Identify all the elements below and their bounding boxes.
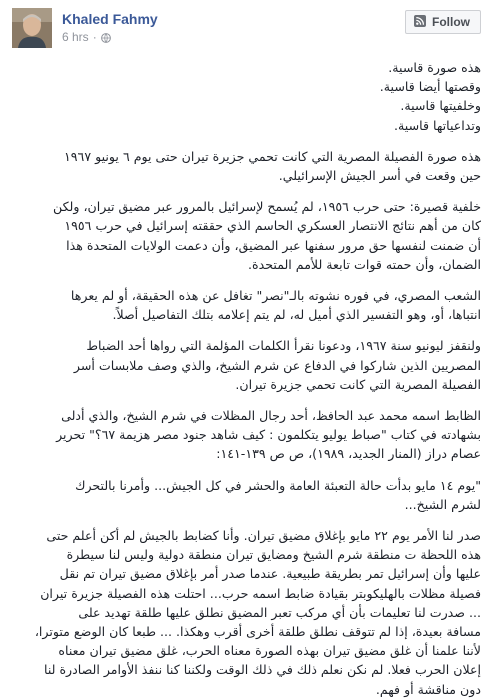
meta-separator: · [92, 30, 97, 44]
text-line: الشعب المصري، في فوره نشوته بالـ"نصر" تغافل عن هذه الحقيقة، أو لم يعرها [70, 288, 481, 304]
post-body [12, 58, 481, 699]
text-line: عصام دراز (المنار الجديد، ١٩٨٩)، ص ص ١٣٩-١٤١: [216, 446, 481, 462]
text-line: الظابط اسمه محمد عبد الحافظ، أحد رجال المظلات في شرم الشيخ، والذي أدلى [61, 408, 481, 424]
follow-button[interactable] [405, 10, 481, 34]
text-line: وخلفيتها قاسية. [400, 98, 481, 114]
author-name[interactable]: Khaled Fahmy [62, 11, 158, 27]
text-line: المصريين الذين شاركوا في الدفاع عن شرم الشيخ، والذي وصف ملابسات أسر [73, 357, 481, 373]
text-line: مسافة بعيدة، إذا لم تتوقف نطلق طلقة أخرى أقرب وهكذا. ... طبعا كان الوضع متوترا، [34, 624, 481, 640]
text-line: هذه صورة قاسية. [388, 60, 481, 75]
post-meta [62, 30, 111, 44]
text-line: وتداعياتها قاسية. [394, 117, 481, 133]
text-line: إعلان الحرب فعلا. لم نكن نعلم ذلك في ذلك الوقت ولكننا كنا ننفذ الأوامر الصادرة لنا [43, 662, 481, 678]
paragraph [12, 58, 481, 135]
post-header [12, 8, 481, 58]
text-line: انتباها، أو، وهو التفسير الذي أميل له، لم يتم إعلامه بتلك التفاصيل أصلاً. [112, 307, 481, 323]
globe-icon[interactable] [101, 32, 111, 42]
text-line: الضمان، وأن حمته قوات تابعة للأمم المتحدة. [248, 256, 481, 272]
text-line: لأننا علمنا أن غلق مضيق تيران بهذه الصورة معناه الحرب، غلق مضيق تيران معناه [58, 643, 481, 659]
text-line: هذه اللحظة ت منطقة شرم الشيخ ومضايق تيران منطقة دولية وليس لنا سيطرة [66, 547, 481, 563]
post-time[interactable]: 6 hrs [62, 30, 89, 44]
paragraph [12, 406, 481, 464]
text-line: فصيلة مظلات بالهليكوبتر بقيادة ضابط اسمه حرب... احتلت هذه الفصيلة جزيرة تيران [40, 585, 481, 601]
text-line: دون مناقشة أو فهم. [375, 681, 481, 697]
text-line: "يوم ١٤ مايو بدأت حالة التعبئة العامة والحشر في كل الجيش... وأمرنا بالتحرك [75, 477, 481, 493]
paragraph [12, 526, 481, 699]
text-line: صدر لنا الأمر يوم ٢٢ مايو بإغلاق مضيق تيران. وأنا كضابط بالجيش لم أكن أعلم حتى [46, 528, 481, 544]
text-line: بشهادته في كتاب "صباط يوليو يتكلمون : كيف شاهد جنود مصر هزيمة ٦٧؟" تحرير [56, 427, 481, 443]
text-line: حين وقعت في أسر الجيش الإسرائيلي. [278, 168, 481, 184]
avatar[interactable] [12, 8, 52, 48]
text-line: ولنقفز ليونيو سنة ١٩٦٧، ودعونا نقرأ الكلمات المؤلمة التي رواها أحد الضباط [86, 338, 481, 354]
text-line: هذه صورة الفصيلة المصرية التي كانت تحمي جزيرة تيران حتى يوم ٦ يونيو ١٩٦٧ [64, 148, 481, 164]
rss-icon [414, 15, 426, 30]
paragraph [12, 476, 481, 514]
paragraph [12, 336, 481, 394]
text-line: لشرم الشيخ... [404, 496, 481, 512]
paragraph [12, 147, 481, 185]
text-line: كان من أهم نتائج الانتصار العسكري الحاسم الذي حققته إسرائيل في حرب ١٩٥٦ [64, 218, 481, 234]
text-line: الفصيلة المصرية التي كانت تحمي جزيرة تيران. [235, 376, 481, 392]
follow-label: Follow [432, 15, 470, 29]
text-line: خلفية قصيرة: حتى حرب ١٩٥٦، لم يُسمح لإسرائيل بالمرور عبر مضيق تيران، ولكن [53, 199, 481, 215]
text-line: وقصتها أيضا قاسية. [379, 79, 481, 95]
text-line: عليها وأن إسرائيل تمر بطريقة طبيعية. عندما صدر أمر بإغلاق مضيق تيران تم نقل [59, 566, 481, 582]
text-line: أن ضمنت لنفسها حق مرور سفنها عبر المضيق، وأن دعمت الولايات المتحدة هذا [66, 237, 481, 253]
paragraph [12, 286, 481, 324]
paragraph [12, 197, 481, 274]
text-line: ... صدرت لنا تعليمات بأن أي مركب تعبر المضيق نطلق عليها طلقة تهديد على [78, 604, 481, 620]
